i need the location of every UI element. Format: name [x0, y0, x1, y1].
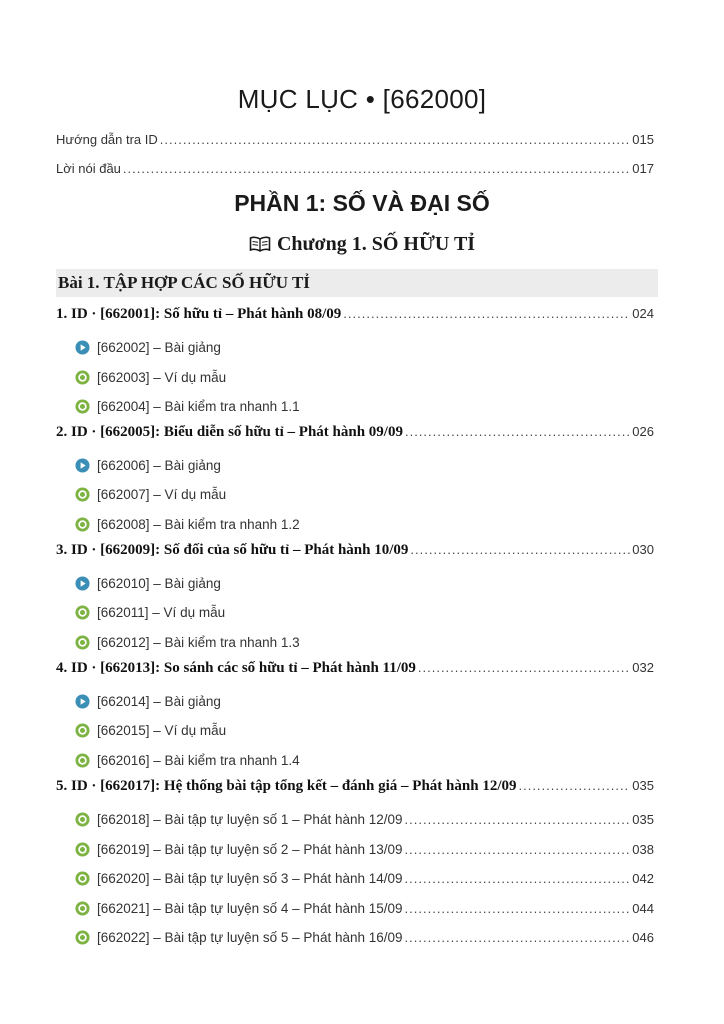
- toc-subentry[interactable]: [75, 691, 221, 711]
- toc-subentry[interactable]: [75, 750, 300, 770]
- dot-leader: [418, 660, 630, 675]
- dot-leader: [405, 901, 631, 916]
- entry-label: [662020] – Bài tập tự luyện số 3 – Phát hành 14/09: [97, 870, 403, 886]
- part-title: PHẦN 1: SỐ VÀ ĐẠI SỐ: [234, 190, 490, 216]
- page-number: 044: [632, 900, 654, 916]
- check-circle-icon: [75, 635, 90, 650]
- dot-leader: [405, 424, 630, 439]
- check-circle-icon: [75, 753, 90, 768]
- check-circle-icon: [75, 487, 90, 502]
- page-number: 046: [632, 929, 654, 945]
- check-circle-icon: [75, 399, 90, 414]
- lesson-title: Bài 1. TẬP HỢP CÁC SỐ HỮU TỈ: [58, 273, 310, 292]
- toc-entry-lesson[interactable]: [56, 778, 654, 800]
- entry-label: 4. ID · [662013]: So sánh các số hữu tỉ – Phát hành 11/09: [56, 660, 416, 676]
- play-icon: [75, 458, 90, 473]
- entry-label: [662010] – Bài giảng: [97, 575, 221, 591]
- entry-label: [662002] – Bài giảng: [97, 339, 221, 355]
- page-number: 042: [632, 870, 654, 886]
- toc-subentry[interactable]: [75, 367, 226, 387]
- page-number: 030: [632, 542, 654, 557]
- entry-label: [662012] – Bài kiểm tra nhanh 1.3: [97, 634, 300, 650]
- toc-subentry[interactable]: [75, 455, 221, 475]
- play-icon: [75, 694, 90, 709]
- entry-label: [662015] – Ví dụ mẫu: [97, 722, 227, 738]
- page-number: 017: [632, 161, 654, 176]
- page-number: 024: [632, 306, 654, 321]
- toc-subentry[interactable]: [75, 868, 654, 888]
- entry-label: 3. ID · [662009]: Số đối của số hữu tỉ – Phát hành 10/09: [56, 542, 409, 558]
- entry-label: 5. ID · [662017]: Hệ thống bài tập tổng kết – đánh giá – Phát hành 12/09: [56, 778, 517, 794]
- entry-label: [662006] – Bài giảng: [97, 457, 221, 473]
- dot-leader: [518, 778, 630, 793]
- check-circle-icon: [75, 517, 90, 532]
- page-number: 035: [632, 811, 654, 827]
- entry-label: [662003] – Ví dụ mẫu: [97, 369, 227, 385]
- entry-label: [662014] – Bài giảng: [97, 693, 221, 709]
- check-circle-icon: [75, 871, 90, 886]
- toc-entry-lesson[interactable]: [56, 542, 654, 564]
- toc-subentry[interactable]: [75, 337, 221, 357]
- check-circle-icon: [75, 812, 90, 827]
- page-number: 035: [632, 778, 654, 793]
- entry-label: [662007] – Ví dụ mẫu: [97, 486, 227, 502]
- check-circle-icon: [75, 842, 90, 857]
- toc-entry-lesson[interactable]: [56, 306, 654, 328]
- dot-leader: [410, 542, 630, 557]
- entry-label: [662011] – Ví dụ mẫu: [97, 604, 226, 620]
- dot-leader: [405, 871, 631, 886]
- toc-subentry[interactable]: [75, 573, 221, 593]
- toc-subentry[interactable]: [75, 396, 300, 416]
- lesson-heading-bar: [56, 269, 658, 297]
- entry-label: [662004] – Bài kiểm tra nhanh 1.1: [97, 398, 300, 414]
- check-circle-icon: [75, 723, 90, 738]
- page-number: 015: [632, 132, 654, 147]
- entry-label: Lời nói đầu: [56, 161, 121, 176]
- dot-leader: [343, 306, 630, 321]
- check-circle-icon: [75, 605, 90, 620]
- entry-label: [662022] – Bài tập tự luyện số 5 – Phát hành 16/09: [97, 929, 403, 945]
- toc-entry-guide[interactable]: [56, 132, 654, 154]
- chapter-title: Chương 1. SỐ HỮU TỈ: [276, 233, 476, 255]
- page-number: 032: [632, 660, 654, 675]
- dot-leader: [405, 930, 631, 945]
- entry-label: [662021] – Bài tập tự luyện số 4 – Phát hành 15/09: [97, 900, 403, 916]
- toc-subentry[interactable]: [75, 927, 654, 947]
- toc-subentry[interactable]: [75, 514, 300, 534]
- play-icon: [75, 340, 90, 355]
- entry-label: [662016] – Bài kiểm tra nhanh 1.4: [97, 752, 300, 768]
- dot-leader: [405, 842, 631, 857]
- toc-entry-lesson[interactable]: [56, 660, 654, 682]
- chapter-heading: [0, 233, 724, 256]
- dot-leader: [160, 132, 631, 147]
- play-icon: [75, 576, 90, 591]
- toc-entry-preface[interactable]: [56, 161, 654, 183]
- entry-label: Hướng dẫn tra ID: [56, 132, 158, 147]
- entry-label: 1. ID · [662001]: Số hữu tỉ – Phát hành 08/09: [56, 306, 342, 322]
- dot-leader: [405, 812, 631, 827]
- page-number: 038: [632, 841, 654, 857]
- open-book-icon: [249, 235, 271, 253]
- page-title: MỤC LỤC • [662000]: [237, 84, 487, 114]
- toc-entry-lesson[interactable]: [56, 424, 654, 446]
- toc-subentry[interactable]: [75, 632, 300, 652]
- dot-leader: [123, 161, 630, 176]
- entry-label: [662018] – Bài tập tự luyện số 1 – Phát hành 12/09: [97, 811, 403, 827]
- toc-subentry[interactable]: [75, 809, 654, 829]
- toc-subentry[interactable]: [75, 839, 654, 859]
- check-circle-icon: [75, 901, 90, 916]
- entry-label: 2. ID · [662005]: Biểu diễn số hữu tỉ – Phát hành 09/09: [56, 424, 403, 440]
- page-number: 026: [632, 424, 654, 439]
- toc-subentry[interactable]: [75, 602, 225, 622]
- check-circle-icon: [75, 370, 90, 385]
- toc-subentry[interactable]: [75, 898, 654, 918]
- check-circle-icon: [75, 930, 90, 945]
- entry-label: [662008] – Bài kiểm tra nhanh 1.2: [97, 516, 300, 532]
- toc-subentry[interactable]: [75, 484, 226, 504]
- entry-label: [662019] – Bài tập tự luyện số 2 – Phát hành 13/09: [97, 841, 403, 857]
- toc-subentry[interactable]: [75, 720, 226, 740]
